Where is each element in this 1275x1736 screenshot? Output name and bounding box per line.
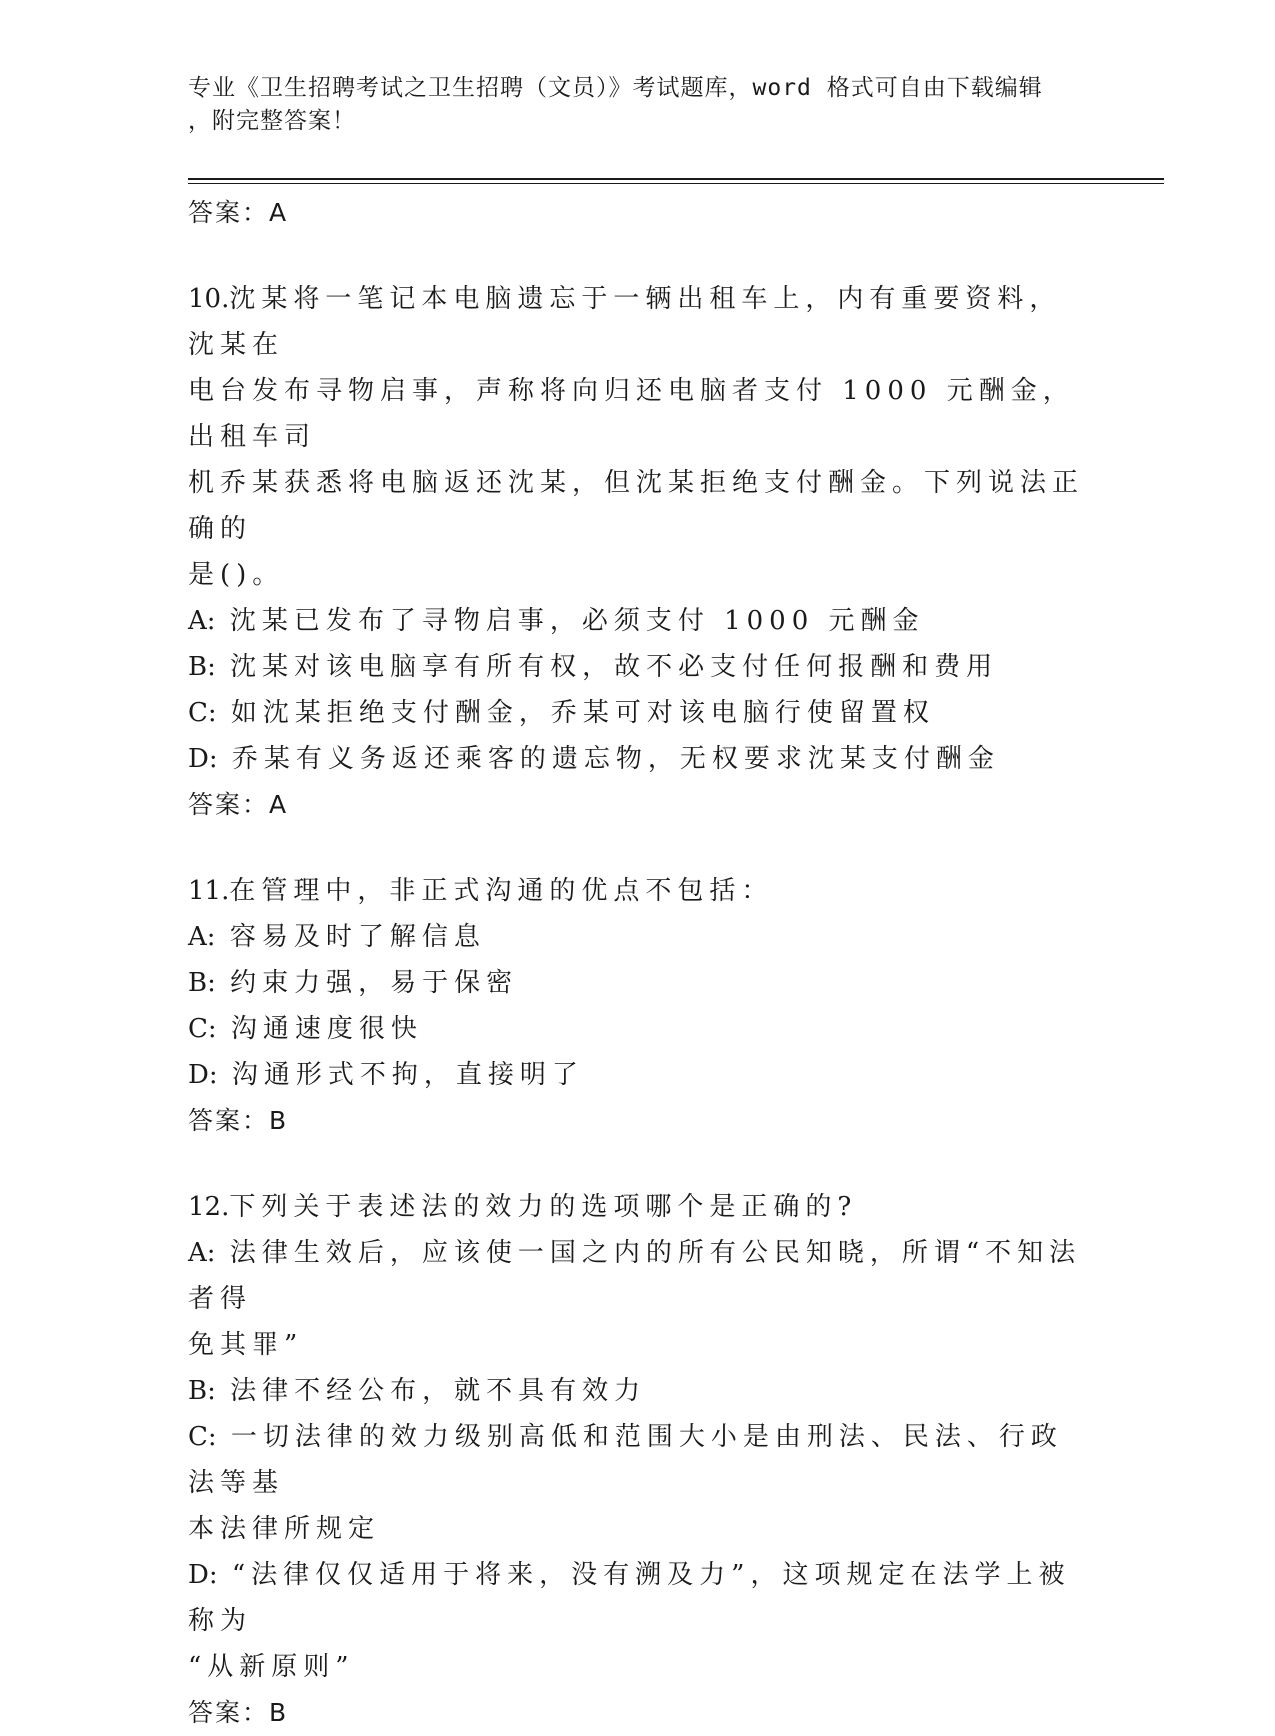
option-key: D: (188, 744, 218, 774)
header-rule-thick (188, 178, 1164, 180)
option-text: 容易及时了解信息 (229, 922, 486, 952)
option-text: 法律生效后，应该使一国之内的所有公民知晓，所谓“不知法者得 (188, 1238, 1082, 1314)
option-line (188, 1052, 1088, 1098)
previous-answer (188, 190, 1088, 236)
option-key: B: (188, 968, 216, 998)
question-block (188, 276, 1088, 828)
question-stem-text: 电台发布寻物启事，声称将向归还电脑者支付 1000 元酬金，出租车司 (188, 376, 1075, 452)
option-line (188, 1552, 1088, 1644)
option-line (188, 1322, 1088, 1368)
answer-value: B (269, 1106, 289, 1135)
option-text: “从新原则” (188, 1652, 355, 1682)
option-key: A: (188, 1238, 216, 1268)
question-stem-line (188, 1184, 1088, 1230)
option-line (188, 1230, 1088, 1322)
question-stem-line (188, 368, 1088, 460)
answer-label: 答案： (188, 198, 270, 227)
question-number: 12. (188, 1192, 230, 1222)
answer-value: A (269, 790, 289, 819)
option-line (188, 644, 1088, 690)
option-line (188, 1644, 1088, 1690)
option-text: 沈某对该电脑享有所有权，故不必支付任何报酬和费用 (230, 652, 999, 682)
option-text: 免其罪” (188, 1330, 304, 1360)
option-line (188, 690, 1088, 736)
question-stem-line (188, 276, 1088, 368)
question-list (188, 190, 1088, 1736)
option-key: B: (188, 652, 216, 682)
question-stem-line (188, 552, 1088, 598)
option-key: C: (188, 1422, 217, 1452)
option-text: 沈某已发布了寻物启事，必须支付 1000 元酬金 (229, 606, 925, 636)
option-line (188, 1506, 1088, 1552)
question-stem-text: 下列关于表述法的效力的选项哪个是正确的? (229, 1192, 858, 1222)
header-line-2: ，附完整答案！ (188, 108, 356, 134)
option-line (188, 1414, 1088, 1506)
question-stem-text: 在管理中，非正式沟通的优点不包括： (229, 876, 774, 906)
option-line (188, 914, 1088, 960)
question-stem-text: 是()。 (188, 560, 285, 590)
option-key: A: (188, 922, 216, 952)
option-key: C: (188, 1014, 217, 1044)
option-line (188, 1006, 1088, 1052)
header-line-1: 专业《卫生招聘考试之卫生招聘（文员）》考试题库，word 格式可自由下载编辑 (188, 75, 1043, 101)
option-text: “法律仅仅适用于将来，没有溯及力”，这项规定在法学上被称为 (188, 1560, 1071, 1636)
question-stem-text: 机乔某获悉将电脑返还沈某，但沈某拒绝支付酬金。下列说法正确的 (188, 468, 1085, 544)
question-stem-text: 沈某将一笔记本电脑遗忘于一辆出租车上，内有重要资料，沈某在 (188, 284, 1062, 360)
header-rule-thin (188, 183, 1164, 184)
option-text: 本法律所规定 (188, 1514, 381, 1544)
option-key: C: (188, 698, 217, 728)
option-text: 如沈某拒绝支付酬金，乔某可对该电脑行使留置权 (230, 698, 935, 728)
option-line (188, 736, 1088, 782)
question-stem-line (188, 460, 1088, 552)
option-text: 沟通速度很快 (230, 1014, 423, 1044)
option-text: 约束力强，易于保密 (230, 968, 519, 998)
answer-label: 答案： (188, 1106, 270, 1135)
option-line (188, 1368, 1088, 1414)
questions-container (188, 276, 1088, 1736)
document-header (188, 72, 1088, 138)
question-block (188, 1184, 1088, 1736)
answer-line (188, 1690, 1088, 1736)
option-text: 沟通形式不拘，直接明了 (231, 1060, 584, 1090)
option-key: B: (188, 1376, 216, 1406)
answer-value: A (269, 198, 289, 227)
question-number: 10. (188, 284, 230, 314)
option-text: 乔某有义务返还乘客的遗忘物，无权要求沈某支付酬金 (231, 744, 1000, 774)
answer-value: B (269, 1698, 289, 1727)
option-key: D: (188, 1560, 218, 1590)
answer-label: 答案： (188, 1698, 270, 1727)
option-line (188, 598, 1088, 644)
option-text: 一切法律的效力级别高低和范围大小是由刑法、民法、行政法等基 (188, 1422, 1063, 1498)
question-stem-line (188, 868, 1088, 914)
option-key: D: (188, 1060, 218, 1090)
option-line (188, 960, 1088, 1006)
question-number: 11. (188, 876, 230, 906)
option-text: 法律不经公布，就不具有效力 (230, 1376, 647, 1406)
question-block (188, 868, 1088, 1144)
option-key: A: (188, 606, 216, 636)
answer-label: 答案： (188, 790, 270, 819)
answer-line (188, 1098, 1088, 1144)
answer-line (188, 782, 1088, 828)
